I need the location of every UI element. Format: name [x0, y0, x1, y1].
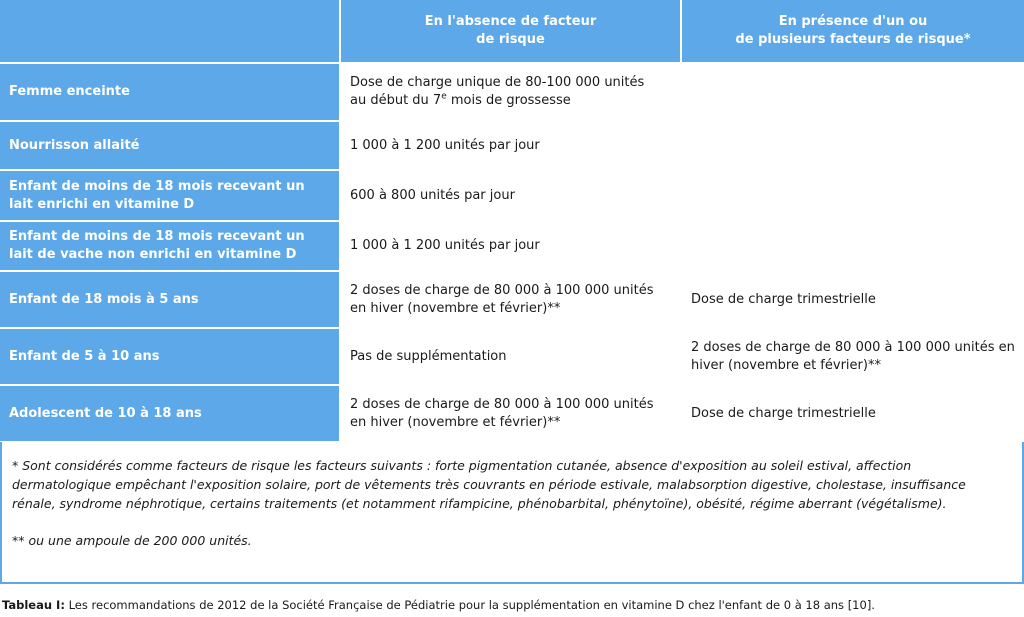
- superscript-e: e: [441, 91, 447, 102]
- header-no-risk-line1: En l'absence de facteur: [424, 14, 597, 29]
- cell-with-risk: Dose de charge trimestrielle: [682, 386, 1024, 443]
- header-empty-cell: [0, 0, 341, 64]
- cell-no-risk: 1 000 à 1 200 unités par jour: [341, 122, 682, 171]
- cell-with-risk: Dose de charge trimestrielle: [682, 272, 1024, 329]
- row-label: Enfant de moins de 18 mois recevant un lait de vache non enrichi en vitamine D: [0, 222, 341, 272]
- footnote-ampoule: ** ou une ampoule de 200 000 unités.: [12, 533, 252, 548]
- row-label: Enfant de 5 à 10 ans: [0, 329, 341, 386]
- line2-pre: au début du 7: [350, 93, 442, 108]
- cell-no-risk: 1 000 à 1 200 unités par jour: [341, 222, 682, 272]
- table-footnotes: [0, 442, 1024, 584]
- cell-no-risk: Pas de supplémentation: [341, 329, 682, 386]
- cell-no-risk-line2: [350, 92, 644, 110]
- cell-no-risk: [341, 64, 682, 122]
- cell-with-risk: [682, 64, 1024, 122]
- cell-with-risk: 2 doses de charge de 80 000 à 100 000 unités en hiver (novembre et février)**: [682, 329, 1024, 386]
- header-with-risk-line2: de plusieurs facteurs de risque*: [735, 32, 971, 47]
- row-label: Adolescent de 10 à 18 ans: [0, 386, 341, 443]
- cell-with-risk: [682, 222, 1024, 272]
- footnote-risk-factors: * Sont considérés comme facteurs de risque les facteurs suivants : forte pigmentation cutanée, absence d'exposition au soleil estival, affection dermatologique empêchant l'exposition solaire, port de vêtements très couvrants en période estivale, malabsorption digestive, cholestase, insuffisance rénale, syndrome néphrotique, certains traitements (et notamment rifampicine, phénobarbital, phénytoïne), obésité, régime aberrant (végétalisme).: [12, 458, 966, 511]
- cell-no-risk: 2 doses de charge de 80 000 à 100 000 unités en hiver (novembre et février)**: [341, 386, 682, 443]
- header-no-risk-line2: de risque: [476, 32, 545, 47]
- caption-label: Tableau I:: [2, 598, 65, 612]
- table-caption: [2, 598, 1022, 612]
- cell-with-risk: [682, 171, 1024, 222]
- row-label: Nourrisson allaité: [0, 122, 341, 171]
- caption-text: Les recommandations de 2012 de la Société Française de Pédiatrie pour la supplémentation en vitamine D chez l'enfant de 0 à 18 ans [10].: [64, 598, 875, 612]
- row-label: Enfant de 18 mois à 5 ans: [0, 272, 341, 329]
- row-label: Femme enceinte: [0, 64, 341, 122]
- cell-no-risk-line1: Dose de charge unique de 80-100 000 unités: [350, 75, 645, 90]
- header-no-risk: [341, 0, 682, 64]
- header-with-risk-line1: En présence d'un ou: [778, 14, 928, 29]
- cell-with-risk: [682, 122, 1024, 171]
- header-with-risk: [682, 0, 1024, 64]
- row-label: Enfant de moins de 18 mois recevant un lait enrichi en vitamine D: [0, 171, 341, 222]
- cell-no-risk: 600 à 800 unités par jour: [341, 171, 682, 222]
- cell-no-risk: 2 doses de charge de 80 000 à 100 000 unités en hiver (novembre et février)**: [341, 272, 682, 329]
- line2-post: mois de grossesse: [446, 93, 571, 108]
